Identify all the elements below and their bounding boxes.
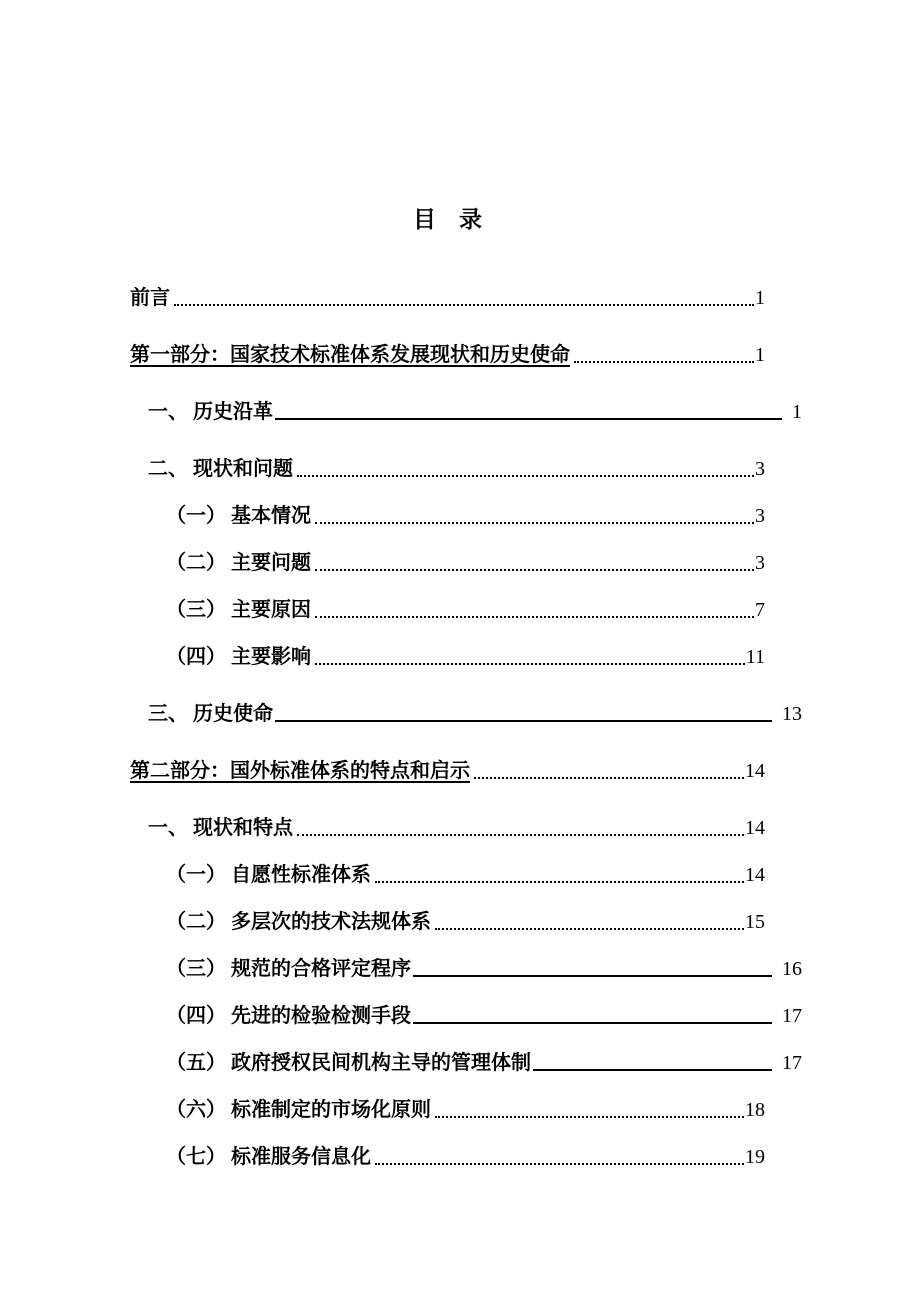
- toc-entry-page: 1: [755, 344, 765, 366]
- toc-entry-page: 19: [745, 1146, 765, 1168]
- toc-entry-page: 1: [755, 287, 765, 309]
- toc-entry-label: 第二部分：国外标准体系的特点和启示: [130, 760, 470, 782]
- dot-leader: [375, 881, 744, 883]
- dot-leader: [435, 1116, 744, 1118]
- toc-entry: [130, 1097, 765, 1123]
- toc-entry: [130, 597, 765, 623]
- line-leader: [275, 720, 772, 722]
- dot-leader: [315, 522, 754, 524]
- toc-entry-page: 18: [745, 1099, 765, 1121]
- toc-entry-page: 11: [745, 646, 765, 668]
- toc-entry: [130, 285, 765, 311]
- dot-leader: [474, 777, 744, 779]
- line-leader: [275, 418, 782, 420]
- toc-entry: [130, 1144, 765, 1170]
- toc-entry-label: （二） 主要问题: [166, 552, 311, 574]
- toc-entry-label: 二、 现状和问题: [148, 458, 293, 480]
- toc-entry-page: 7: [755, 599, 765, 621]
- toc-entry-label: （七） 标准服务信息化: [166, 1146, 371, 1168]
- toc-entry: [130, 644, 765, 670]
- toc-entry-page: 13: [782, 703, 802, 725]
- line-leader: [413, 975, 772, 977]
- toc-entry-page: 3: [755, 458, 765, 480]
- toc-entry: [130, 815, 765, 841]
- toc-entry-page: 14: [745, 864, 765, 886]
- dot-leader: [315, 663, 745, 665]
- toc-entry-label: （三） 规范的合格评定程序: [166, 958, 411, 980]
- dot-leader: [174, 304, 754, 306]
- toc-entry: [130, 503, 765, 529]
- toc-entry-page: 14: [745, 760, 765, 782]
- toc-entry-label: （五） 政府授权民间机构主导的管理体制: [166, 1052, 531, 1074]
- toc-entry-label: （六） 标准制定的市场化原则: [166, 1099, 431, 1121]
- toc-entry-label: （三） 主要原因: [166, 599, 311, 621]
- toc-title: 目 录: [413, 207, 482, 232]
- dot-leader: [315, 616, 754, 618]
- toc-entry-page: 15: [745, 911, 765, 933]
- toc-entry-page: 3: [755, 552, 765, 574]
- toc-entry-page: 17: [782, 1052, 802, 1074]
- toc-entry-label: （一） 自愿性标准体系: [166, 864, 371, 886]
- toc-entry-label: （四） 先进的检验检测手段: [166, 1005, 411, 1027]
- toc-entry-page: 3: [755, 505, 765, 527]
- toc-entry: [130, 1050, 802, 1076]
- toc-entry: [130, 1003, 802, 1029]
- dot-leader: [297, 475, 754, 477]
- table-of-contents: [130, 285, 920, 1170]
- toc-entry-label: 一、 现状和特点: [148, 817, 293, 839]
- line-leader: [533, 1069, 772, 1071]
- line-leader: [413, 1022, 772, 1024]
- toc-entry-label: （四） 主要影响: [166, 646, 311, 668]
- toc-entry-label: （二） 多层次的技术法规体系: [166, 911, 431, 933]
- toc-entry: [130, 758, 765, 784]
- toc-entry: [130, 456, 765, 482]
- toc-entry-page: 16: [782, 958, 802, 980]
- toc-entry: [130, 399, 802, 425]
- dot-leader: [435, 928, 744, 930]
- toc-entry: [130, 342, 765, 368]
- toc-entry-page: 17: [782, 1005, 802, 1027]
- toc-entry-label: （一） 基本情况: [166, 505, 311, 527]
- dot-leader: [315, 569, 754, 571]
- toc-entry-page: 14: [745, 817, 765, 839]
- toc-entry-label: 一、 历史沿革: [148, 401, 273, 423]
- toc-entry-label: 三、 历史使命: [148, 703, 273, 725]
- toc-entry: [130, 862, 765, 888]
- toc-entry: [130, 701, 802, 727]
- toc-entry-page: 1: [792, 401, 802, 423]
- dot-leader: [297, 834, 744, 836]
- dot-leader: [574, 361, 754, 363]
- toc-entry-label: 前言: [130, 287, 170, 309]
- toc-entry: [130, 956, 802, 982]
- toc-entry: [130, 550, 765, 576]
- toc-entry-label: 第一部分：国家技术标准体系发展现状和历史使命: [130, 344, 570, 366]
- toc-entry: [130, 909, 765, 935]
- dot-leader: [375, 1163, 744, 1165]
